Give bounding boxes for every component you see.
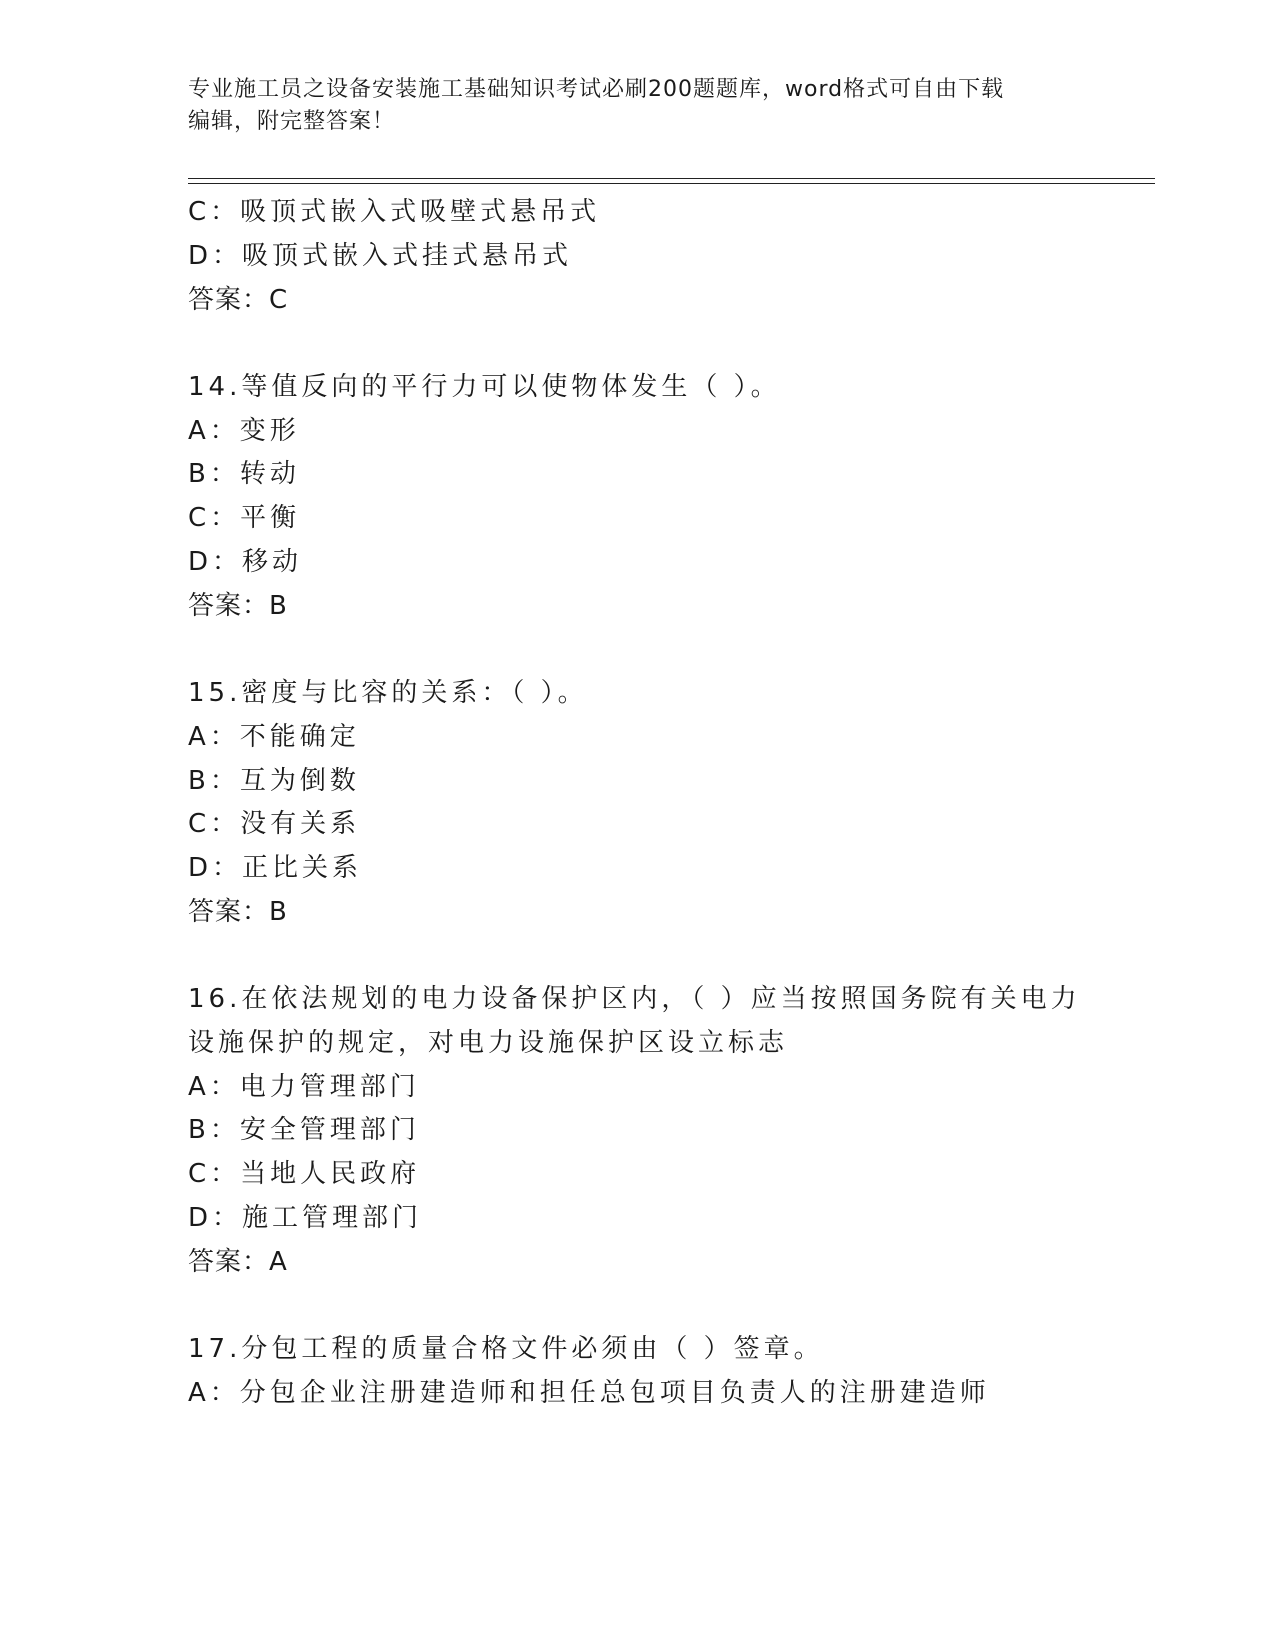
q16-stem-line-1: 16.在依法规划的电力设备保护区内，（ ）应当按照国务院有关电力 bbox=[188, 984, 1081, 1014]
q14-option-a: A：变形 bbox=[188, 416, 300, 446]
q15-option-d: D：正比关系 bbox=[188, 853, 363, 883]
q14-option-b: B：转动 bbox=[188, 459, 300, 489]
header-line-1: 专业施工员之设备安装施工基础知识考试必刷200题题库，word格式可自由下载 bbox=[188, 77, 1005, 102]
q15-stem: 15.密度与比容的关系：（ ）。 bbox=[188, 678, 588, 708]
header-divider-top bbox=[188, 178, 1155, 179]
q16-option-c: C：当地人民政府 bbox=[188, 1159, 421, 1189]
q14-answer: 答案：B bbox=[188, 591, 288, 621]
header-divider-bottom bbox=[188, 183, 1155, 184]
header-line-2: 编辑，附完整答案！ bbox=[188, 109, 396, 134]
q16-option-a: A：电力管理部门 bbox=[188, 1072, 420, 1102]
q15-option-a: A：不能确定 bbox=[188, 722, 360, 752]
q15-answer: 答案：B bbox=[188, 897, 288, 927]
q17-stem: 17.分包工程的质量合格文件必须由（ ）签章。 bbox=[188, 1334, 824, 1364]
q16-answer: 答案：A bbox=[188, 1247, 288, 1277]
q16-option-b: B：安全管理部门 bbox=[188, 1115, 420, 1145]
q13-option-d: D：吸顶式嵌入式挂式悬吊式 bbox=[188, 241, 573, 271]
q14-option-c: C：平衡 bbox=[188, 503, 301, 533]
q14-option-d: D：移动 bbox=[188, 547, 303, 577]
q16-option-d: D：施工管理部门 bbox=[188, 1203, 423, 1233]
q13-answer: 答案：C bbox=[188, 285, 289, 315]
document-header bbox=[188, 74, 1088, 138]
q15-option-b: B：互为倒数 bbox=[188, 766, 360, 796]
q17-option-a: A：分包企业注册建造师和担任总包项目负责人的注册建造师 bbox=[188, 1378, 990, 1408]
q16-stem-line-2: 设施保护的规定，对电力设施保护区设立标志 bbox=[188, 1028, 789, 1058]
q15-option-c: C：没有关系 bbox=[188, 809, 361, 839]
q14-stem: 14.等值反向的平行力可以使物体发生（ ）。 bbox=[188, 372, 781, 402]
q13-option-c: C：吸顶式嵌入式吸壁式悬吊式 bbox=[188, 197, 601, 227]
